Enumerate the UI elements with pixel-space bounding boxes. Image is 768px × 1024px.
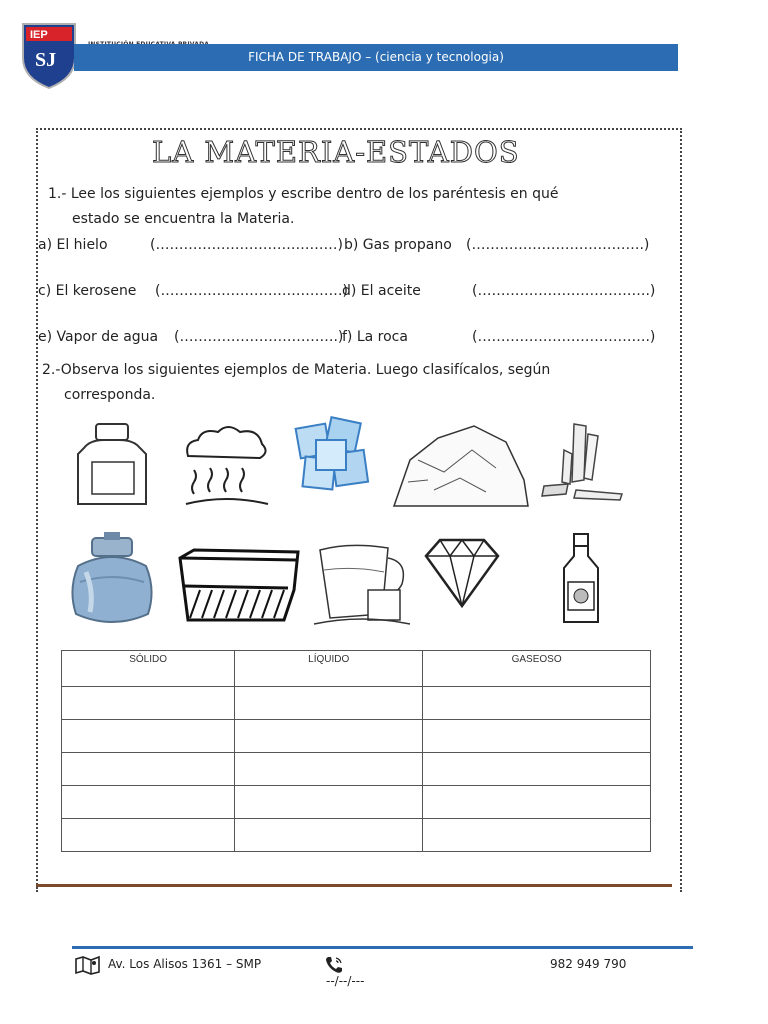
q1-item-blank: (……………………………….): [466, 237, 650, 253]
footer-divider: [72, 946, 693, 949]
table-header-row: [62, 651, 651, 687]
q1-item-blank: (…………………………………): [155, 283, 348, 299]
phone-icon: [324, 955, 344, 975]
classification-table: [61, 650, 651, 852]
table-row: [62, 720, 651, 753]
table-cell[interactable]: [235, 720, 423, 753]
water-pitcher-icon: [310, 540, 414, 628]
gas-tank-icon: [64, 532, 160, 628]
broken-glass-icon: [540, 420, 628, 506]
table-cell[interactable]: [62, 786, 235, 819]
table-cell[interactable]: [62, 720, 235, 753]
table-row: [62, 819, 651, 852]
table-cell[interactable]: [62, 753, 235, 786]
q1-prompt-line1: 1.- Lee los siguientes ejemplos y escribe dentro de los paréntesis en qué: [48, 186, 559, 202]
table-cell[interactable]: [235, 687, 423, 720]
worksheet-bottom-border: [36, 884, 672, 887]
ice-cubes-icon: [290, 412, 382, 512]
table-cell[interactable]: [423, 753, 651, 786]
diamond-icon: [422, 536, 502, 610]
q1-item-label: a) El hielo: [38, 237, 108, 253]
table-cell[interactable]: [235, 786, 423, 819]
header-title-bar: FICHA DE TRABAJO – (ciencia y tecnologia): [74, 44, 678, 71]
q1-item-blank: (…………………………….): [174, 329, 344, 345]
footer-phone: 982 949 790: [550, 957, 627, 971]
table-cell[interactable]: [423, 786, 651, 819]
q1-item-blank: (……………………………….): [472, 283, 656, 299]
q1-item-label: b) Gas propano: [344, 237, 452, 253]
table-row: [62, 687, 651, 720]
steam-cloud-icon: [180, 420, 272, 512]
wooden-box-icon: [176, 546, 300, 626]
column-header-gaseoso: GASEOSO: [423, 651, 651, 687]
table-cell[interactable]: [235, 819, 423, 852]
worksheet-title: LA MATERIA-ESTADOS: [152, 135, 520, 169]
table-cell[interactable]: [62, 819, 235, 852]
table-cell[interactable]: [423, 687, 651, 720]
q2-prompt-line1: 2.-Observa los siguientes ejemplos de Materia. Luego clasifícalos, según: [42, 362, 551, 378]
table-row: [62, 786, 651, 819]
jar-icon: [70, 420, 154, 512]
q1-item-label: d) El aceite: [342, 283, 421, 299]
q1-item-label: c) El kerosene: [38, 283, 137, 299]
q1-item-label: f) La roca: [342, 329, 408, 345]
table-cell[interactable]: [423, 720, 651, 753]
column-header-liquido: LÍQUIDO: [235, 651, 423, 687]
map-icon: [74, 955, 102, 975]
table-cell[interactable]: [423, 819, 651, 852]
table-cell[interactable]: [235, 753, 423, 786]
logo-monogram: SJ: [35, 49, 57, 71]
q1-item-blank: (……………………………….): [472, 329, 656, 345]
rock-icon: [388, 420, 532, 512]
school-logo: [20, 20, 78, 90]
bottle-icon: [556, 532, 606, 628]
table-cell[interactable]: [62, 687, 235, 720]
q2-prompt-line2: corresponda.: [64, 387, 156, 403]
q1-item-label: e) Vapor de agua: [38, 329, 159, 345]
table-row: [62, 753, 651, 786]
column-header-solido: SÓLIDO: [62, 651, 235, 687]
q1-prompt-line2: estado se encuentra la Materia.: [72, 211, 295, 227]
footer-date: --/--/---: [326, 974, 365, 988]
footer-address: Av. Los Alisos 1361 – SMP: [108, 957, 262, 971]
q1-item-blank: (…………………………………): [150, 237, 343, 253]
logo-letters: IEP: [30, 29, 48, 41]
